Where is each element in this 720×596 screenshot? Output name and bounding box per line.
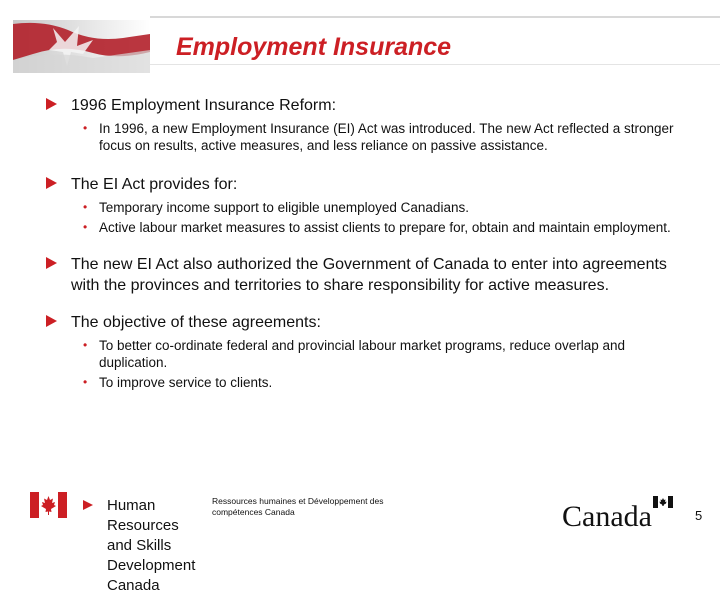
section-provides	[46, 174, 686, 236]
bullet-list	[83, 337, 686, 391]
section-agreements	[46, 254, 686, 296]
list-item: • To improve service to clients.	[83, 375, 273, 390]
triangle-bullet-icon	[46, 257, 57, 269]
bullet-list	[83, 199, 686, 236]
dot-bullet-icon: •	[83, 220, 88, 234]
canada-wordmark: Canada	[562, 500, 652, 533]
dot-bullet-icon: •	[83, 375, 88, 389]
wordmark-flag-icon	[653, 496, 673, 508]
title-top-rule	[150, 16, 720, 18]
triangle-bullet-icon	[83, 500, 93, 510]
page-number: 5	[695, 508, 703, 523]
section-heading: The EI Act provides for:	[71, 176, 238, 193]
triangle-bullet-icon	[46, 177, 57, 189]
title-bottom-rule	[150, 64, 720, 65]
dot-bullet-icon: •	[83, 338, 88, 352]
triangle-bullet-icon	[46, 98, 57, 110]
canada-flag-icon	[30, 492, 67, 518]
list-item: • Temporary income support to eligible unemployed Canadians.	[83, 200, 469, 215]
section-heading: 1996 Employment Insurance Reform:	[71, 97, 337, 114]
section-reform	[46, 95, 686, 154]
section-heading: The objective of these agreements:	[71, 314, 321, 331]
section-heading: The new EI Act also authorized the Government of Canada to enter into agreements with the provinces and territories to share responsibility for active measures.	[71, 256, 667, 294]
list-item: • Active labour market measures to assist clients to prepare for, obtain and maintain employment.	[83, 220, 671, 235]
bullet-list	[83, 120, 686, 154]
triangle-bullet-icon	[46, 315, 57, 327]
slide-title: Employment Insurance	[176, 33, 452, 61]
department-name-en: Human Resources and Skills Development Canada	[107, 497, 196, 594]
dot-bullet-icon: •	[83, 200, 88, 214]
section-objective	[46, 312, 686, 391]
canada-flag-banner-icon	[13, 20, 150, 73]
dot-bullet-icon: •	[83, 121, 88, 135]
department-name-fr: Ressources humaines et Développement des compétences Canada	[212, 496, 384, 517]
list-item: • To better co-ordinate federal and provincial labour market programs, reduce overlap and duplication.	[83, 338, 626, 370]
list-item: • In 1996, a new Employment Insurance (EI) Act was introduced. The new Act reflected a stronger focus on results, active measures, and less reliance on passive assistance.	[83, 121, 674, 153]
slide-content	[46, 95, 686, 391]
